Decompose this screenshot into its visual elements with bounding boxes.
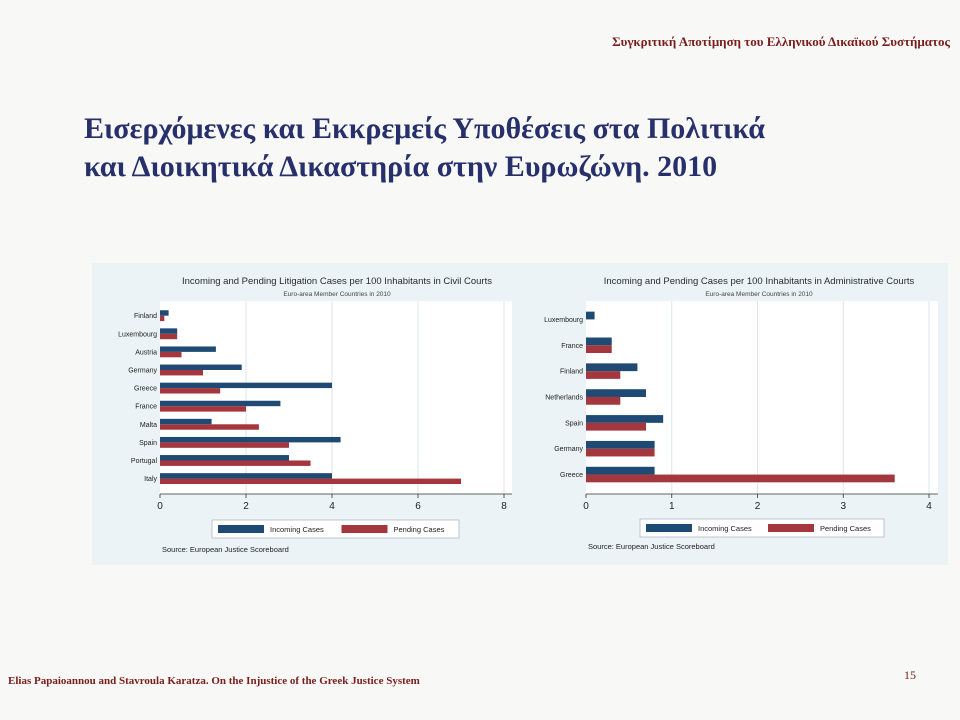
- civil-chart-bar-pending-cases-austria: [160, 352, 182, 357]
- admin-chart-tick-label-4: 4: [926, 501, 932, 512]
- civil-chart-tick-label-8: 8: [501, 501, 507, 512]
- civil-chart-bar-pending-cases-luxembourg: [160, 334, 177, 339]
- admin-chart-legend-swatch-pending-cases: [768, 524, 814, 532]
- administrative-courts-chart: [524, 263, 948, 565]
- admin-chart-tick-label-1: 1: [668, 501, 675, 512]
- civil-chart-legend-label-pending-cases: Pending Cases: [393, 525, 445, 534]
- civil-chart-bar-incoming-cases-finland: [160, 310, 169, 315]
- civil-chart-bar-pending-cases-italy: [160, 479, 461, 484]
- admin-chart-plot-area: [586, 301, 938, 494]
- civil-chart-bar-incoming-cases-italy: [160, 473, 332, 478]
- admin-chart-bar-pending-cases-germany: [586, 449, 655, 457]
- administrative-courts-chart-svg: [524, 263, 948, 565]
- civil-courts-chart: [92, 263, 524, 565]
- civil-chart-category-label-malta: Malta: [139, 421, 157, 429]
- civil-chart-category-label-finland: Finland: [134, 313, 157, 321]
- civil-chart-bar-incoming-cases-portugal: [160, 455, 289, 460]
- civil-chart-bar-incoming-cases-luxembourg: [160, 328, 177, 333]
- civil-chart-category-label-greece: Greece: [134, 385, 157, 393]
- civil-chart-bar-incoming-cases-germany: [160, 365, 242, 370]
- admin-chart-legend-label-pending-cases: Pending Cases: [820, 524, 871, 533]
- civil-chart-bar-incoming-cases-greece: [160, 383, 332, 388]
- civil-chart-legend-swatch-incoming-cases: [218, 525, 264, 533]
- civil-chart-bar-incoming-cases-spain: [160, 437, 341, 442]
- admin-chart-tick-label-2: 2: [754, 501, 761, 512]
- civil-chart-category-label-austria: Austria: [135, 349, 157, 357]
- admin-chart-bar-incoming-cases-france: [586, 338, 612, 346]
- admin-chart-bar-incoming-cases-netherlands: [586, 389, 646, 397]
- admin-chart-bar-incoming-cases-spain: [586, 415, 663, 423]
- civil-chart-bar-pending-cases-greece: [160, 388, 220, 393]
- civil-chart-title: Incoming and Pending Litigation Cases per 100 Inhabitants in Civil Courts: [182, 276, 492, 287]
- civil-chart-tick-label-0: 0: [157, 501, 163, 512]
- civil-chart-bar-pending-cases-finland: [160, 316, 164, 321]
- admin-chart-category-label-netherlands: Netherlands: [545, 394, 583, 402]
- admin-chart-bar-pending-cases-netherlands: [586, 397, 620, 405]
- civil-chart-bar-pending-cases-malta: [160, 424, 259, 429]
- civil-chart-bar-pending-cases-portugal: [160, 460, 311, 465]
- civil-chart-source: Source: European Justice Scoreboard: [162, 545, 289, 554]
- civil-chart-category-label-germany: Germany: [128, 367, 157, 375]
- civil-chart-legend-label-incoming-cases: Incoming Cases: [270, 525, 324, 534]
- admin-chart-category-label-luxembourg: Luxembourg: [544, 316, 583, 324]
- admin-chart-category-label-france: France: [561, 342, 583, 350]
- admin-chart-category-label-greece: Greece: [560, 472, 583, 480]
- main-title-line-1: Εισερχόμενες και Εκκρεμείς Υποθέσεις στα Πολιτικά: [84, 112, 765, 145]
- admin-chart-bar-incoming-cases-finland: [586, 363, 637, 371]
- civil-chart-bar-incoming-cases-austria: [160, 346, 216, 351]
- civil-chart-subtitle: Euro-area Member Countries in 2010: [283, 291, 391, 298]
- civil-chart-category-label-france: France: [135, 403, 157, 411]
- civil-chart-category-label-spain: Spain: [139, 439, 157, 447]
- civil-chart-bar-pending-cases-spain: [160, 442, 289, 447]
- page-number: 15: [904, 668, 916, 682]
- admin-chart-title: Incoming and Pending Cases per 100 Inhabitants in Administrative Courts: [603, 276, 915, 287]
- civil-chart-tick-label-2: 2: [243, 501, 249, 512]
- main-title-line-2: και Διοικητικά Δικαστηρία στην Ευρωζώνη. 2010: [84, 150, 718, 183]
- admin-chart-bar-incoming-cases-luxembourg: [586, 312, 595, 320]
- admin-chart-tick-label-0: 0: [583, 501, 589, 512]
- civil-chart-bar-incoming-cases-malta: [160, 419, 212, 424]
- civil-chart-tick-label-4: 4: [329, 501, 335, 512]
- admin-chart-bar-pending-cases-france: [586, 345, 612, 353]
- admin-chart-bar-pending-cases-greece: [586, 475, 895, 483]
- header-title: Συγκριτική Αποτίμηση του Ελληνικού Δικαϊκού Συστήματος: [612, 34, 950, 49]
- civil-chart-bar-pending-cases-germany: [160, 370, 203, 375]
- civil-chart-legend-swatch-pending-cases: [342, 525, 388, 533]
- civil-chart-category-label-italy: Italy: [144, 476, 157, 484]
- admin-chart-source: Source: European Justice Scoreboard: [588, 542, 715, 551]
- civil-chart-category-label-luxembourg: Luxembourg: [118, 331, 157, 339]
- admin-chart-tick-label-3: 3: [840, 501, 847, 512]
- admin-chart-bar-incoming-cases-greece: [586, 467, 655, 475]
- civil-chart-category-label-portugal: Portugal: [130, 457, 157, 465]
- civil-chart-bar-pending-cases-france: [160, 406, 246, 411]
- admin-chart-category-label-germany: Germany: [554, 446, 583, 454]
- admin-chart-category-label-finland: Finland: [560, 368, 583, 376]
- main-title: [84, 110, 904, 186]
- admin-chart-bar-incoming-cases-germany: [586, 441, 655, 449]
- admin-chart-category-label-spain: Spain: [565, 420, 583, 428]
- civil-chart-tick-label-6: 6: [415, 501, 421, 512]
- admin-chart-subtitle: Euro-area Member Countries in 2010: [705, 291, 813, 298]
- admin-chart-legend-swatch-incoming-cases: [646, 524, 692, 532]
- admin-chart-bar-pending-cases-spain: [586, 423, 646, 431]
- footer-authors: Elias Papaioannou and Stavroula Karatza. On the Injustice of the Greek Justice System: [8, 675, 420, 687]
- admin-chart-bar-pending-cases-finland: [586, 371, 620, 379]
- civil-chart-bar-incoming-cases-france: [160, 401, 280, 406]
- civil-courts-chart-svg: [92, 263, 524, 565]
- admin-chart-legend-label-incoming-cases: Incoming Cases: [698, 524, 752, 533]
